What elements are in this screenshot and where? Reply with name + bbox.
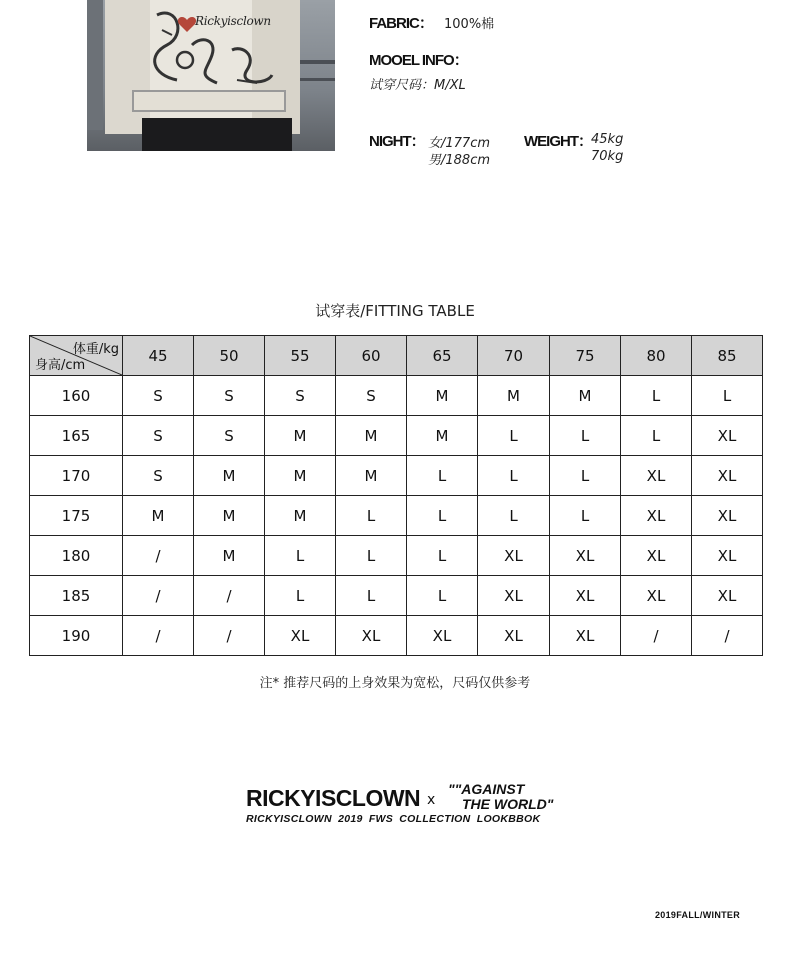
table-row <box>30 376 763 416</box>
size-cell: XL <box>621 496 692 536</box>
size-cell: S <box>194 376 265 416</box>
weight-header: 80 <box>621 336 692 376</box>
against-line-2: THE WORLD" <box>462 796 554 812</box>
size-cell: L <box>265 576 336 616</box>
size-cell: XL <box>692 496 763 536</box>
table-row <box>30 536 763 576</box>
size-cell: L <box>692 376 763 416</box>
size-cell: M <box>478 376 550 416</box>
season-label: 2019FALL/WINTER <box>655 910 741 920</box>
height-cell: 170 <box>30 456 123 496</box>
corner-height-label: 身高/cm <box>35 358 86 373</box>
weight-header: 50 <box>194 336 265 376</box>
size-cell: S <box>194 416 265 456</box>
size-cell: M <box>550 376 621 416</box>
height-cell: 160 <box>30 376 123 416</box>
size-cell: / <box>692 616 763 656</box>
size-cell: M <box>265 496 336 536</box>
lookbook-caption: RICKYISCLOWN 2019 FWS COLLECTION LOOKBBOK <box>246 813 541 825</box>
size-cell: M <box>265 416 336 456</box>
size-cell: / <box>123 536 194 576</box>
size-cell: L <box>265 536 336 576</box>
size-cell: L <box>407 456 478 496</box>
size-cell: XL <box>621 456 692 496</box>
size-cell: L <box>550 456 621 496</box>
weight-label: WEIGHT： <box>524 133 592 150</box>
try-size: 试穿尺码：M/XL <box>369 78 466 93</box>
height-cell: 180 <box>30 536 123 576</box>
against-line-1: ""AGAINST <box>448 781 525 797</box>
size-cell: L <box>336 576 407 616</box>
size-cell: S <box>265 376 336 416</box>
size-cell: S <box>123 416 194 456</box>
size-cell: L <box>407 576 478 616</box>
height-cell: 190 <box>30 616 123 656</box>
size-cell: / <box>123 616 194 656</box>
table-row <box>30 456 763 496</box>
weight-header: 70 <box>478 336 550 376</box>
height-cell: 185 <box>30 576 123 616</box>
weight-header: 65 <box>407 336 478 376</box>
size-cell: L <box>621 416 692 456</box>
size-cell: M <box>407 416 478 456</box>
table-corner-cell <box>30 336 123 376</box>
height-male: 男/188cm <box>428 153 491 168</box>
weight-header: 55 <box>265 336 336 376</box>
fabric-label: FABRIC： <box>369 15 433 32</box>
photo-jacket-band <box>132 90 286 112</box>
weight-female: 45kg <box>591 132 624 147</box>
size-cell: XL <box>692 576 763 616</box>
weight-header: 85 <box>692 336 763 376</box>
weight-header: 75 <box>550 336 621 376</box>
table-row <box>30 576 763 616</box>
table-row <box>30 416 763 456</box>
size-cell: XL <box>407 616 478 656</box>
photo-logo-text: Rickyisclown <box>195 14 271 28</box>
size-cell: M <box>336 416 407 456</box>
fabric-value: 100%棉 <box>444 17 495 32</box>
photo-pole <box>87 0 103 130</box>
size-cell: M <box>194 536 265 576</box>
height-female: 女/177cm <box>428 136 491 151</box>
fitting-note: 注* 推荐尺码的上身效果为宽松，尺码仅供参考 <box>259 676 531 691</box>
size-cell: XL <box>692 416 763 456</box>
size-cell: S <box>336 376 407 416</box>
size-cell: XL <box>336 616 407 656</box>
size-cell: S <box>123 456 194 496</box>
size-cell: / <box>194 616 265 656</box>
size-cell: XL <box>478 616 550 656</box>
size-cell: M <box>123 496 194 536</box>
table-row <box>30 496 763 536</box>
size-cell: L <box>336 536 407 576</box>
table-row <box>30 616 763 656</box>
size-cell: M <box>407 376 478 416</box>
size-cell: L <box>407 496 478 536</box>
size-cell: XL <box>265 616 336 656</box>
product-photo <box>87 0 335 151</box>
size-cell: M <box>194 456 265 496</box>
photo-jacket-left <box>105 0 150 134</box>
size-cell: L <box>478 416 550 456</box>
size-cell: / <box>621 616 692 656</box>
size-cell: L <box>550 416 621 456</box>
size-cell: XL <box>550 536 621 576</box>
height-cell: 175 <box>30 496 123 536</box>
size-cell: L <box>621 376 692 416</box>
size-cell: L <box>407 536 478 576</box>
size-cell: XL <box>478 576 550 616</box>
weight-male: 70kg <box>591 149 624 164</box>
size-cell: L <box>478 456 550 496</box>
size-cell: XL <box>478 536 550 576</box>
size-cell: XL <box>692 536 763 576</box>
size-cell: M <box>194 496 265 536</box>
brand-logo-text: RICKYISCLOWN <box>246 785 421 811</box>
size-cell: S <box>123 376 194 416</box>
height-label: NIGHT： <box>369 133 425 150</box>
size-cell: XL <box>692 456 763 496</box>
size-cell: L <box>550 496 621 536</box>
size-cell: / <box>194 576 265 616</box>
fitting-table <box>29 335 763 656</box>
collab-x: x <box>427 792 436 808</box>
size-cell: XL <box>621 536 692 576</box>
size-cell: / <box>123 576 194 616</box>
model-info-label: MOOEL INFO： <box>369 52 468 69</box>
size-cell: L <box>336 496 407 536</box>
against-the-world <box>448 782 553 812</box>
size-cell: XL <box>621 576 692 616</box>
fitting-table-title: 试穿表/FITTING TABLE <box>315 302 475 320</box>
table-body <box>30 376 763 656</box>
size-cell: M <box>336 456 407 496</box>
height-cell: 165 <box>30 416 123 456</box>
photo-pants <box>142 118 292 151</box>
table-header-row <box>30 336 763 376</box>
size-cell: M <box>265 456 336 496</box>
weight-header: 60 <box>336 336 407 376</box>
weight-header: 45 <box>123 336 194 376</box>
size-cell: XL <box>550 616 621 656</box>
size-cell: XL <box>550 576 621 616</box>
corner-weight-label: 体重/kg <box>72 342 119 357</box>
size-cell: L <box>478 496 550 536</box>
